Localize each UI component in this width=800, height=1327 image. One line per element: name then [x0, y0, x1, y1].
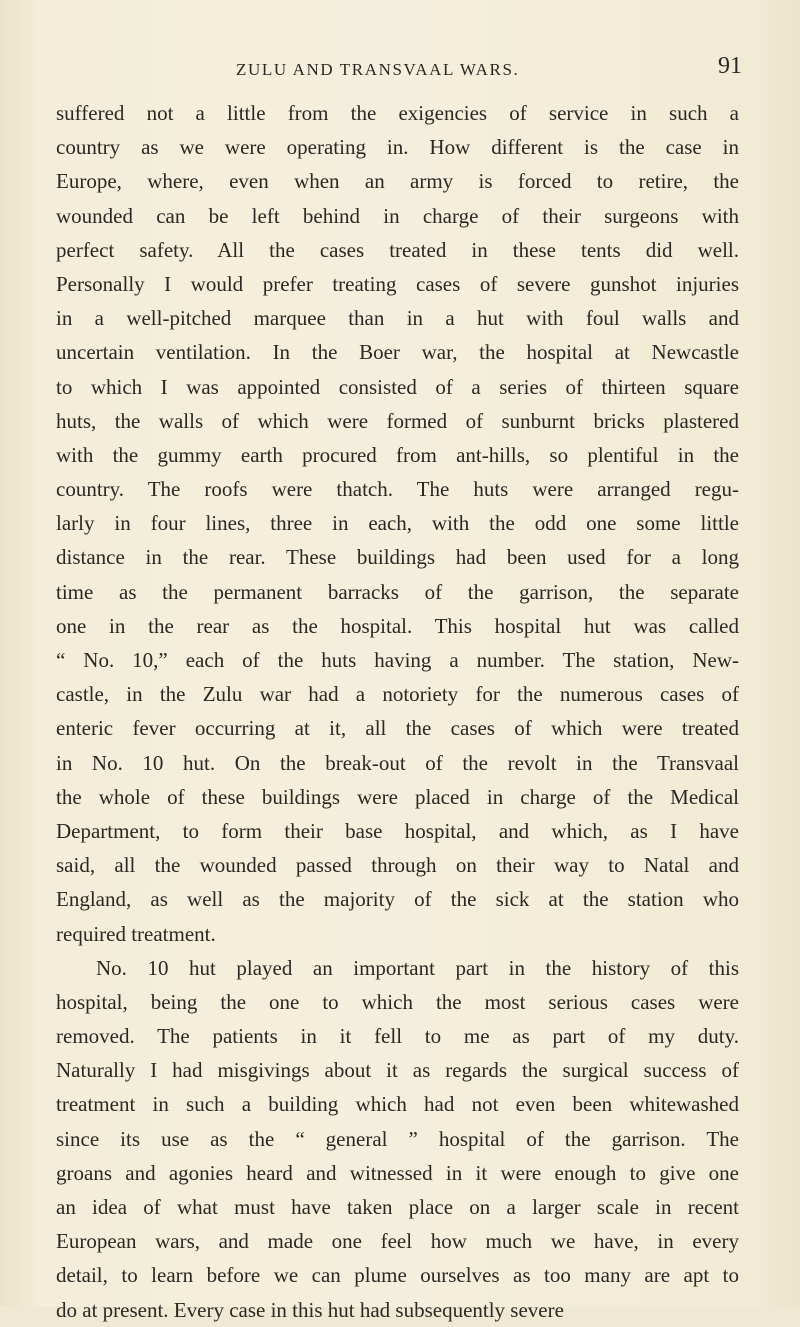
text-line: wounded can be left behind in charge of their surgeons with — [56, 203, 739, 228]
text-line: castle, in the Zulu war had a notoriety for the numerous cases of — [56, 682, 739, 707]
text-line: Department, to form their base hospital, and which, as I have — [56, 818, 739, 843]
running-title: ZULU AND TRANSVAAL WARS. — [236, 60, 520, 79]
text-line: in No. 10 hut. On the break-out of the revolt in the Transvaal — [56, 750, 739, 775]
text-line: country. The roofs were thatch. The huts were arranged regu- — [56, 477, 739, 502]
text-line: one in the rear as the hospital. This hospital hut was called — [56, 613, 739, 638]
text-line: suffered not a little from the exigencies of service in such a — [56, 101, 739, 125]
text-line: larly in four lines, three in each, with the odd one some little — [56, 511, 739, 536]
text-line: hospital, being the one to which the most serious cases were — [56, 989, 739, 1014]
page-number: 91 — [718, 53, 742, 79]
text-line: since its use as the “ general ” hospital of the garrison. The — [56, 1126, 739, 1151]
text-line: the whole of these buildings were placed in charge of the Medical — [56, 784, 739, 809]
text-line: with the gummy earth procured from ant-hills, so plentiful in the — [56, 442, 739, 467]
text-line: huts, the walls of which were formed of sunburnt bricks plastered — [56, 408, 739, 433]
text-line: to which I was appointed consisted of a series of thirteen square — [56, 374, 739, 399]
text-line: removed. The patients in it fell to me as part of my duty. — [56, 1024, 739, 1049]
text-line: groans and agonies heard and witnessed in it were enough to give one — [56, 1160, 739, 1185]
text-line: England, as well as the majority of the sick at the station who — [56, 887, 739, 912]
text-line: Europe, where, even when an army is forced to retire, the — [56, 169, 739, 194]
body-text — [56, 96, 739, 1327]
text-line: Personally I would prefer treating cases of severe gunshot injuries — [56, 271, 739, 296]
text-line: uncertain ventilation. In the Boer war, the hospital at Newcastle — [56, 340, 739, 365]
text-line: detail, to learn before we can plume ourselves as too many are apt to — [56, 1263, 739, 1288]
text-line: distance in the rear. These buildings had been used for a long — [56, 545, 739, 570]
text-line: country as we were operating in. How different is the case in — [56, 135, 739, 160]
text-line: required treatment. — [56, 921, 216, 946]
page-header — [0, 50, 800, 86]
text-line: treatment in such a building which had not even been whitewashed — [56, 1092, 739, 1117]
text-line: said, all the wounded passed through on their way to Natal and — [56, 853, 739, 878]
text-line: enteric fever occurring at it, all the cases of which were treated — [56, 716, 739, 741]
text-line: do at present. Every case in this hut had subsequently severe — [56, 1297, 564, 1322]
text-line: an idea of what must have taken place on a larger scale in recent — [56, 1195, 739, 1219]
text-line: time as the permanent barracks of the garrison, the separate — [56, 579, 739, 604]
text-line: in a well-pitched marquee than in a hut with foul walls and — [56, 306, 739, 331]
text-line: European wars, and made one feel how much we have, in every — [56, 1229, 739, 1254]
text-line: Naturally I had misgivings about it as regards the surgical success of — [56, 1058, 739, 1083]
text-line: No. 10 hut played an important part in the history of this — [96, 955, 739, 980]
text-line: “ No. 10,” each of the huts having a number. The station, New- — [56, 648, 739, 672]
text-line: perfect safety. All the cases treated in these tents did well. — [56, 237, 739, 262]
